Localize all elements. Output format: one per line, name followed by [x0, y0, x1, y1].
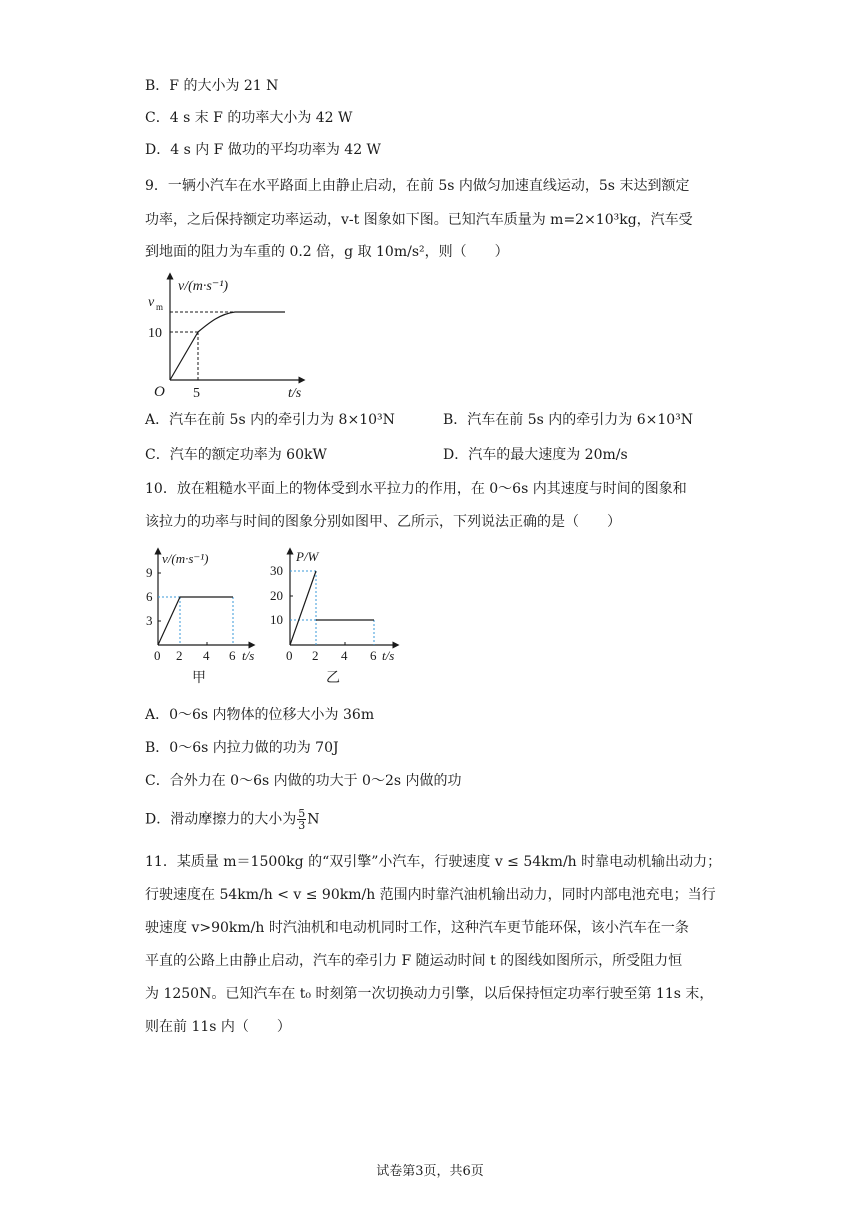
q10-option-a: A．0～6s 内物体的位移大小为 36m — [145, 707, 375, 723]
q11-line1: 11．某质量 m＝1500kg 的“双引擎”小汽车，行驶速度 v ≤ 54km/h 时靠电动机输出动力； — [145, 854, 722, 870]
q9-vt-graph — [140, 270, 320, 405]
jia-line — [158, 597, 233, 645]
page-footer: 试卷第3页，共6页 — [376, 1164, 484, 1179]
yi-ramp — [290, 571, 316, 645]
q9-line3: 到地面的阻力为车重的 0.2 倍，g 取 10m/s²，则（ ） — [145, 244, 509, 260]
option-b-prev: B．F 的大小为 21 N — [145, 78, 279, 94]
q9-vm-sub: m — [156, 302, 164, 312]
q11-line2: 行驶速度在 54km/h < v ≤ 90km/h 范围内时靠汽油机输出动力，同时内部电池充电；当行 — [145, 887, 716, 903]
option-d-prev: D．4 s 内 F 做功的平均功率为 42 W — [145, 142, 381, 158]
jia-x6: 6 — [229, 648, 236, 663]
jia-x2: 2 — [176, 648, 183, 663]
jia-6-label: 6 — [146, 589, 153, 604]
yi-20-label: 20 — [270, 588, 283, 603]
yi-ylabel: P/W — [296, 549, 319, 564]
q9-ylabel: v/(m·s⁻¹) — [178, 279, 229, 294]
q9-xlabel: t/s — [288, 386, 302, 401]
q11-line3: 驶速度 v>90km/h 时汽油机和电动机同时工作，这种汽车更节能环保，该小汽车在一条 — [145, 920, 689, 936]
yi-caption: 乙 — [326, 671, 340, 686]
jia-x0: 0 — [154, 648, 161, 663]
jia-3-label: 3 — [146, 613, 153, 628]
q10-option-c: C．合外力在 0～6s 内做的功大于 0～2s 内做的功 — [145, 773, 462, 789]
jia-caption: 甲 — [192, 671, 206, 686]
q10-option-d — [145, 808, 319, 831]
q9-curve — [170, 312, 285, 380]
q9-origin: O — [154, 384, 165, 400]
q9-option-c: C．汽车的额定功率为 60kW — [145, 447, 327, 463]
q11-line6: 则在前 11s 内（ ） — [145, 1019, 291, 1035]
yi-x6: 6 — [370, 648, 377, 663]
q10-graph-yi — [268, 545, 413, 690]
q9-5-label: 5 — [193, 386, 200, 401]
yi-10-label: 10 — [270, 612, 283, 627]
jia-xlabel: t/s — [242, 648, 255, 663]
jia-ylabel: v/(m·s⁻¹) — [162, 551, 209, 566]
q10-option-d-unit: N — [307, 811, 320, 828]
q10-option-d-fraction — [297, 808, 306, 831]
yi-x0: 0 — [286, 648, 293, 663]
yi-x4: 4 — [341, 648, 348, 663]
q9-10-label: 10 — [148, 326, 162, 341]
q9-option-b: B．汽车在前 5s 内的牵引力为 6×10³N — [443, 412, 694, 428]
q10-option-b: B．0～6s 内拉力做的功为 70J — [145, 740, 339, 756]
q10-graph-jia — [140, 545, 270, 690]
jia-x4: 4 — [203, 648, 210, 663]
q9-line1: 9．一辆小汽车在水平路面上由静止启动，在前 5s 内做匀加速直线运动，5s 末达到额定 — [145, 178, 690, 194]
q9-vm-label: v — [148, 295, 155, 310]
q10-line1: 10．放在粗糙水平面上的物体受到水平拉力的作用，在 0～6s 内其速度与时间的图象和 — [145, 481, 687, 497]
q9-option-a: A．汽车在前 5s 内的牵引力为 8×10³N — [145, 412, 395, 428]
fraction-denominator: 3 — [298, 819, 306, 832]
option-c-prev: C．4 s 末 F 的功率大小为 42 W — [145, 110, 353, 126]
yi-x2: 2 — [312, 648, 319, 663]
q10-line2: 该拉力的功率与时间的图象分别如图甲、乙所示，下列说法正确的是（ ） — [145, 514, 621, 530]
q9-option-d: D．汽车的最大速度为 20m/s — [443, 447, 628, 463]
jia-9-label: 9 — [146, 565, 153, 580]
fraction-numerator: 5 — [298, 807, 306, 820]
q11-line5: 为 1250N。已知汽车在 t₀ 时刻第一次切换动力引擎，以后保持恒定功率行驶至第 11s 末， — [145, 986, 714, 1002]
q10-option-d-text: D．滑动摩擦力的大小为 — [145, 811, 297, 828]
yi-xlabel: t/s — [382, 648, 395, 663]
yi-30-label: 30 — [270, 563, 283, 578]
q11-line4: 平直的公路上由静止启动，汽车的牵引力 F 随运动时间 t 的图线如图所示，所受阻力恒 — [145, 953, 683, 969]
q9-line2: 功率，之后保持额定功率运动，v-t 图象如下图。已知汽车质量为 m=2×10³kg，汽车受 — [145, 212, 693, 228]
